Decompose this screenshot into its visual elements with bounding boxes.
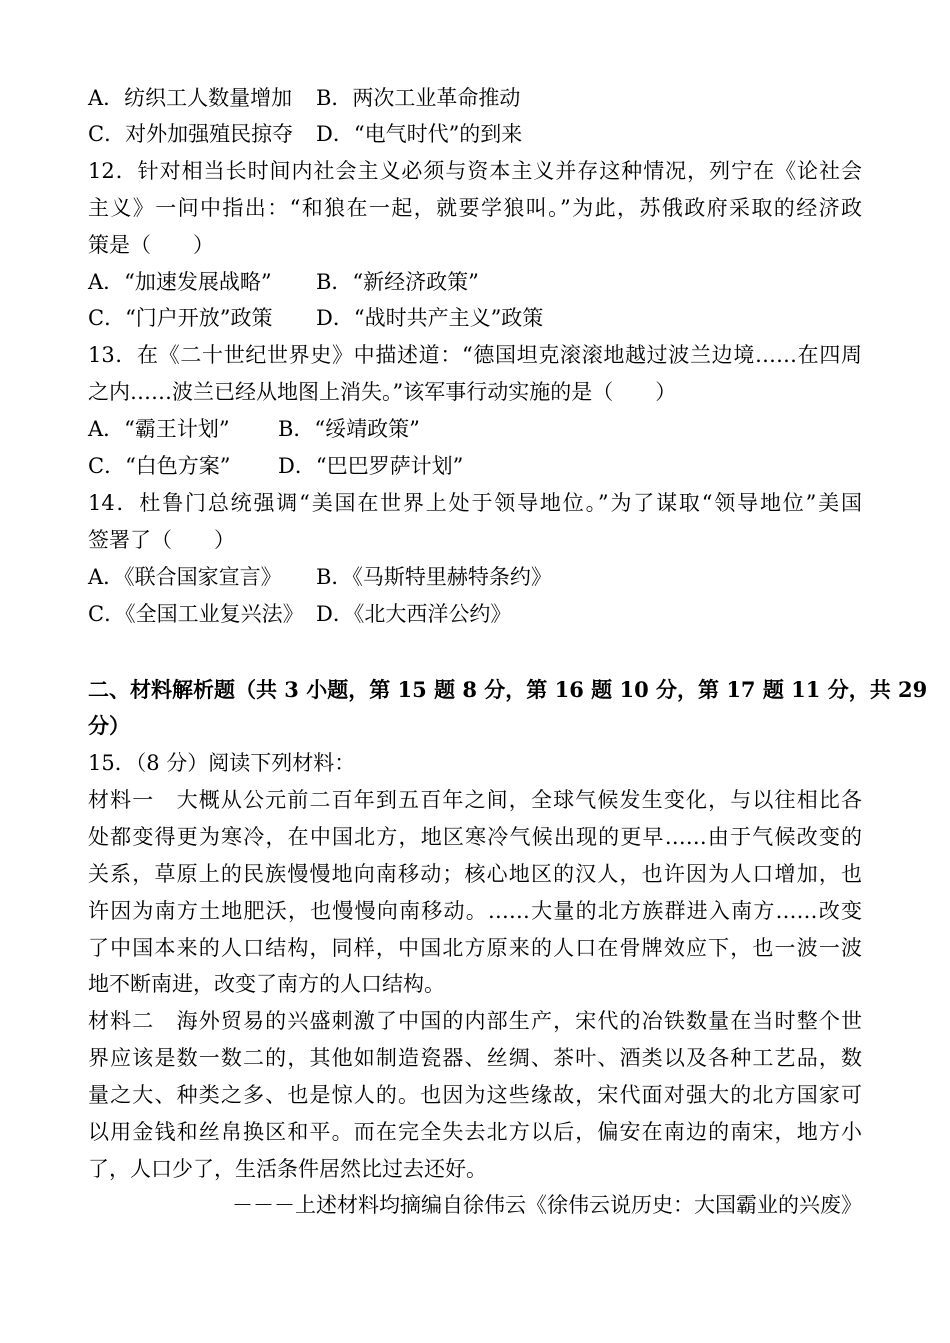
q12-stem-line1: 12．针对相当长时间内社会主义必须与资本主义并存这种情况，列宁在《论社会 (88, 159, 862, 183)
q11-option-a: A．纺织工人数量增加 (88, 86, 293, 110)
q14-option-b: B．《马斯特里赫特条约》 (316, 565, 552, 589)
material-source: －－－上述材料均摘编自徐伟云《徐伟云说历史：大国霸业的兴废》 (232, 1193, 862, 1217)
q15-intro: 15．（8 分）阅读下列材料： (88, 751, 356, 775)
material-one-line: 许因为南方土地肥沃，也慢慢向南移动。……大量的北方族群进入南方……改变 (88, 899, 862, 923)
material-one-line: 了中国本来的人口结构，同样，中国北方原来的人口在骨牌效应下，也一波一波 (88, 936, 862, 960)
material-one-line: 关系，草原上的民族慢慢地向南移动；核心地区的汉人，也许因为人口增加，也 (88, 862, 862, 886)
section2-title-line1: 二、材料解析题（共 3 小题，第 15 题 8 分，第 16 题 10 分，第 17 题 11 分，共 29 (88, 677, 928, 702)
q12-option-d: D．“战时共产主义”政策 (316, 306, 544, 330)
q14-option-a: A．《联合国家宣言》 (88, 565, 282, 589)
q12-stem-line3: 策是（ ） (88, 233, 214, 257)
material-two-line: 以用金钱和丝帛换区和平。而在完全失去北方以后，偏安在南边的南宋，地方小 (88, 1120, 862, 1144)
q14-options-row1 (88, 563, 552, 591)
q14-option-c: C．《全国工业复兴法》 (88, 602, 304, 626)
q11-option-c: C．对外加强殖民掠夺 (88, 122, 294, 146)
q11-options-row2 (88, 120, 522, 148)
material-one-line: 地不断南进，改变了南方的人口结构。 (88, 972, 445, 996)
q12-options-row2 (88, 304, 543, 332)
q13-option-d: D．“巴巴罗萨计划” (278, 454, 464, 478)
q13-options-row2 (88, 452, 463, 480)
material-one-line: 处都变得更为寒冷，在中国北方，地区寒冷气候出现的更早……由于气候改变的 (88, 825, 862, 849)
q11-option-b: B．两次工业革命推动 (316, 86, 521, 110)
q12-options-row1 (88, 268, 479, 296)
q13-option-b: B．“绥靖政策” (278, 417, 420, 441)
q13-options-row1 (88, 415, 420, 443)
q13-stem-line1: 13．在《二十世纪世界史》中描述道：“德国坦克滚滚地越过波兰边境……在四周 (88, 343, 862, 367)
q11-options-row1 (88, 84, 520, 112)
q14-stem-line1: 14．杜鲁门总统强调“美国在世界上处于领导地位。”为了谋取“领导地位”美国 (88, 491, 862, 515)
q13-option-c: C．“白色方案” (88, 454, 231, 478)
section2-title-line2: 分） (88, 713, 130, 738)
material-two-line: 材料二 海外贸易的兴盛刺激了中国的内部生产，宋代的冶铁数量在当时整个世 (88, 1009, 862, 1033)
q12-option-c: C．“门户开放”政策 (88, 306, 273, 330)
q13-stem-line2: 之内……波兰已经从地图上消失。”该军事行动实施的是（ ） (88, 380, 677, 404)
material-two-line: 了，人口少了，生活条件居然比过去还好。 (88, 1157, 487, 1181)
q14-options-row2 (88, 600, 511, 628)
q14-option-d: D．《北大西洋公约》 (316, 602, 512, 626)
q11-option-d: D．“电气时代”的到来 (316, 122, 523, 146)
q14-stem-line2: 签署了（ ） (88, 528, 235, 552)
q12-option-a: A．“加速发展战略” (88, 270, 272, 294)
material-one-line: 材料一 大概从公元前二百年到五百年之间，全球气候发生变化，与以往相比各 (88, 788, 862, 812)
q13-option-a: A．“霸王计划” (88, 417, 230, 441)
q12-stem-line2: 主义》一问中指出：“和狼在一起，就要学狼叫。”为此，苏俄政府采取的经济政 (88, 196, 862, 220)
material-two-line: 量之大、种类之多、也是惊人的。也因为这些缘故，宋代面对强大的北方国家可 (88, 1083, 862, 1107)
q12-option-b: B．“新经济政策” (316, 270, 479, 294)
material-two-line: 界应该是数一数二的，其他如制造瓷器、丝绸、茶叶、酒类以及各种工艺品，数 (88, 1046, 862, 1070)
